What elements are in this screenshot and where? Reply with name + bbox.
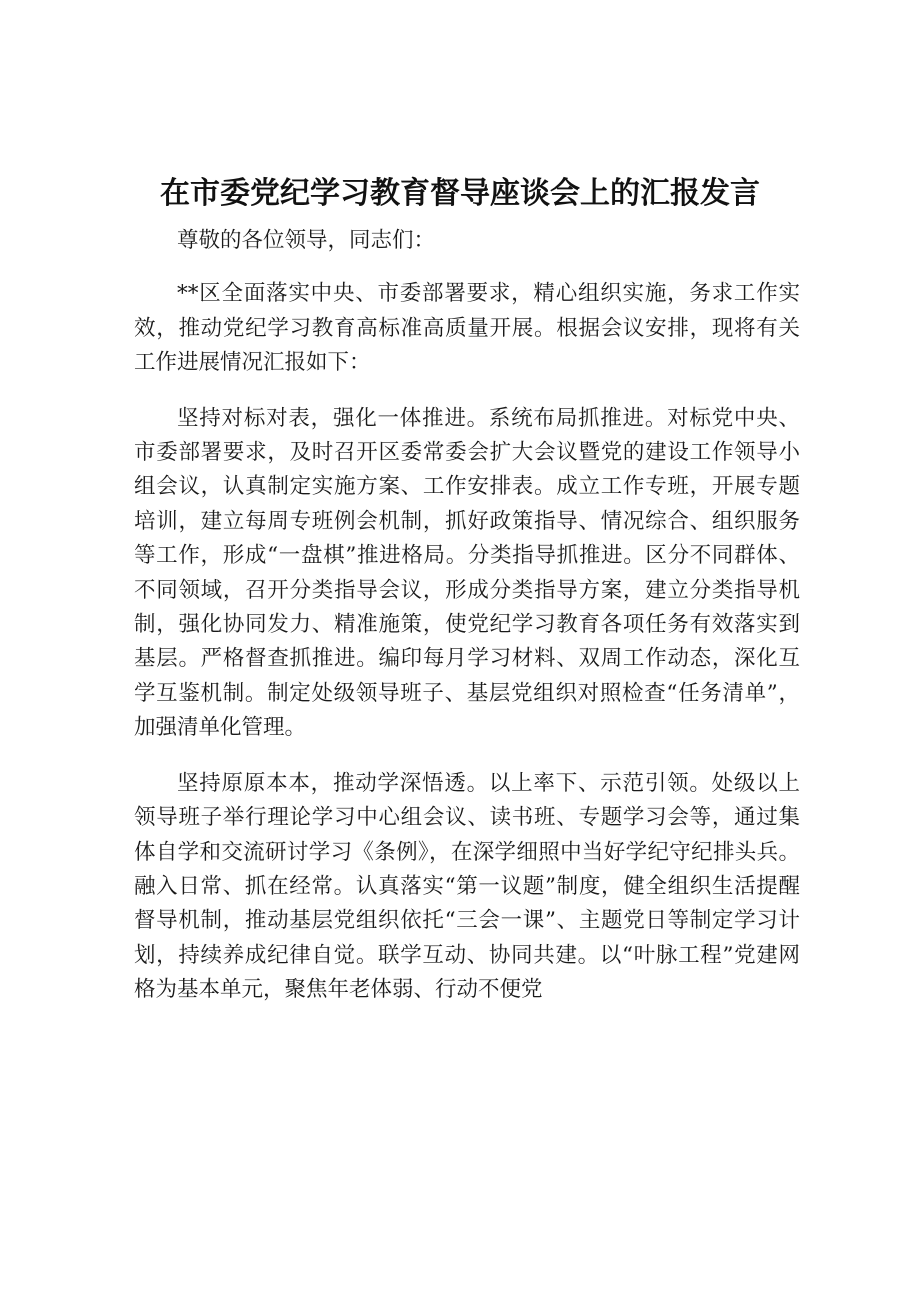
salutation: 尊敬的各位领导，同志们： [177, 228, 436, 253]
paragraph-in-depth-study: 坚持原原本本，推动学深悟透。以上率下、示范引领。处级以上领导班子举行理论学习中心组会议、读书班、专题学习会等，通过集体自学和交流研讨学习《条例》，在深学细照中当好学纪守纪排头兵。融入日常、抓在经常。认真落实“第一议题”制度，健全组织生活提醒督导机制，推动基层党组织依托“三会一课”、主题党日等制定学习计划，持续养成纪律自觉。联学互动、协同共建。以“叶脉工程”党建网格为基本单元，聚焦年老体弱、行动不便党 [134, 770, 800, 1003]
document-title: 在市委党纪学习教育督导座谈会上的汇报发言 [160, 176, 760, 211]
paragraph-benchmarking: 坚持对标对表，强化一体推进。系统布局抓推进。对标党中央、市委部署要求，及时召开区委常委会扩大会议暨党的建设工作领导小组会议，认真制定实施方案、工作安排表。成立工作专班，开展专题培训，建立每周专班例会机制，抓好政策指导、情况综合、组织服务等工作，形成“一盘棋”推进格局。分类指导抓推进。区分不同群体、不同领域，召开分类指导会议，形成分类指导方案，建立分类指导机制，强化协同发力、精准施策，使党纪学习教育各项任务有效落实到基层。严格督查抓推进。编印每月学习材料、双周工作动态，深化互学互鉴机制。制定处级领导班子、基层党组织对照检查“任务清单”，加强清单化管理。 [134, 405, 800, 741]
paragraph-intro: **区全面落实中央、市委部署要求，精心组织实施，务求工作实效，推动党纪学习教育高标准高质量开展。根据会议安排，现将有关工作进展情况汇报如下： [134, 281, 800, 376]
document-body [134, 224, 800, 1029]
